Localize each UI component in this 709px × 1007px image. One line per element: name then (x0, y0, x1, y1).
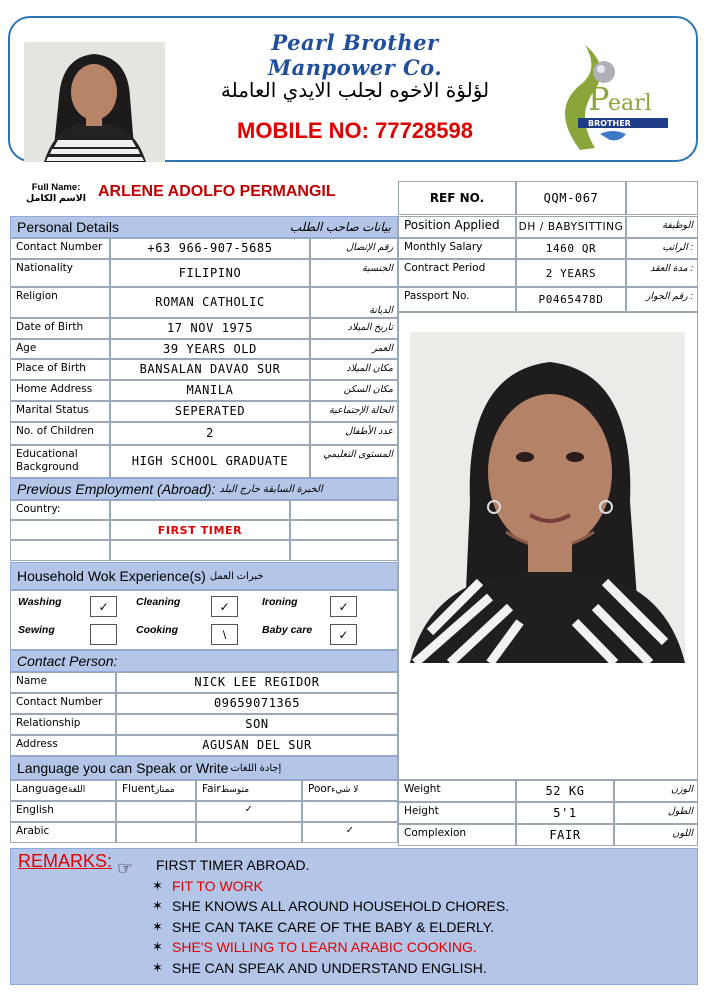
position-value: 1460 QR (516, 238, 626, 259)
language-header-en: Language (16, 783, 68, 795)
physical-arabic-label: اللون (614, 824, 698, 846)
pointing-hand-icon: ☞ (117, 858, 134, 878)
language-mark (196, 822, 302, 843)
position-arabic-label: مدة العقد : (626, 259, 698, 287)
language-name: Arabic (10, 822, 116, 843)
household-item-label: Cooking (136, 624, 178, 636)
contact-value: SON (116, 714, 398, 735)
physical-value: FAIR (516, 824, 614, 846)
personal-arabic-label: المستوى التعليمي (310, 445, 398, 478)
personal-value: FILIPINO (110, 259, 310, 287)
personal-value: BANSALAN DAVAO SUR (110, 359, 310, 380)
personal-label: Contact Number (10, 238, 110, 259)
remark-line: FIRST TIMER ABROAD. (156, 857, 310, 873)
remark-line: SHE CAN SPEAK AND UNDERSTAND ENGLISH. (172, 959, 487, 976)
remark-line: FIT TO WORK (172, 877, 264, 894)
personal-arabic-label: مكان السكن (310, 380, 398, 401)
position-value: 2 YEARS (516, 259, 626, 287)
svg-text:P: P (588, 80, 610, 118)
first-timer-value: FIRST TIMER (110, 520, 290, 540)
household-header: Household Wok Experience(s) خبرات العمل (10, 562, 398, 590)
language-column-header (196, 780, 302, 801)
company-name: Pearl Brother Manpower Co. (267, 30, 443, 80)
language-header-ar: متوسط (220, 785, 250, 795)
language-name: English (10, 801, 116, 822)
household-item-checkbox[interactable] (90, 624, 117, 645)
personal-value: SEPERATED (110, 401, 310, 422)
personal-details-header: Personal Details بيانات صاحب الطلب (10, 216, 398, 238)
remark-line: SHE CAN TAKE CARE OF THE BABY & ELDERLY. (172, 918, 495, 935)
language-header-en: Fair (202, 783, 221, 795)
physical-arabic-label: الوزن (614, 780, 698, 802)
physical-label: Weight (398, 780, 516, 802)
language-mark (116, 801, 196, 822)
personal-label: Religion (10, 287, 110, 318)
svg-text:BROTHER: BROTHER (588, 119, 631, 128)
personal-label: Home Address (10, 380, 110, 401)
household-item-label: Cleaning (136, 596, 181, 608)
country-cell-2 (290, 500, 398, 520)
ref-blank (626, 181, 698, 215)
contact-label: Address (10, 735, 116, 756)
position-arabic-label: الراتب : (626, 238, 698, 259)
position-arabic-label: الوظيفة (626, 216, 698, 238)
physical-label: Height (398, 802, 516, 824)
personal-value: 39 YEARS OLD (110, 339, 310, 359)
contact-label: Relationship (10, 714, 116, 735)
position-label: Passport No. (398, 287, 516, 312)
language-column-header (302, 780, 398, 801)
contact-label: Contact Number (10, 693, 116, 714)
household-item-label: Washing (18, 596, 62, 608)
personal-arabic-label: تاريخ الميلاد (310, 318, 398, 339)
household-item-checkbox[interactable]: \ (211, 624, 238, 645)
language-mark: ✓ (302, 822, 398, 843)
remark-line: SHE KNOWS ALL AROUND HOUSEHOLD CHORES. (172, 898, 510, 914)
personal-value: HIGH SCHOOL GRADUATE (110, 445, 310, 478)
star-bullet-icon: ✶ (152, 939, 163, 954)
contact-value: NICK LEE REGIDOR (116, 672, 398, 693)
position-value: DH / BABYSITTING (516, 216, 626, 238)
employment-cell-e (290, 540, 398, 561)
language-mark (116, 822, 196, 843)
svg-text:earl: earl (608, 91, 652, 116)
position-arabic-label: رقم الجواز : (626, 287, 698, 312)
physical-value: 52 KG (516, 780, 614, 802)
personal-value: 17 NOV 1975 (110, 318, 310, 339)
household-item-label: Baby care (262, 624, 313, 636)
employment-cell-b (290, 520, 398, 540)
mobile-number: MOBILE NO: 77728598 (237, 118, 473, 143)
personal-value: +63 966-907-5685 (110, 238, 310, 259)
personal-label: Marital Status (10, 401, 110, 422)
personal-arabic-label: عدد الأطفال (310, 422, 398, 445)
country-label: Country: (10, 500, 110, 520)
personal-label: Nationality (10, 259, 110, 287)
personal-label: Age (10, 339, 110, 359)
household-item-checkbox[interactable]: ✓ (330, 596, 357, 617)
physical-label: Complexion (398, 824, 516, 846)
full-name-value: ARLENE ADOLFO PERMANGIL (98, 183, 336, 200)
star-bullet-icon: ✶ (152, 918, 163, 934)
language-mark (302, 801, 398, 822)
remark-line: SHE'S WILLING TO LEARN ARABIC COOKING. (172, 939, 477, 955)
remarks-title: REMARKS: (18, 851, 113, 871)
household-item-label: Sewing (18, 624, 55, 636)
language-header: Language you can Speak or Write إجادة اللغات (10, 756, 398, 780)
personal-arabic-label: الديانة (310, 287, 398, 318)
ref-no-label: REF NO. (398, 181, 516, 215)
contact-value: AGUSAN DEL SUR (116, 735, 398, 756)
star-bullet-icon: ✶ (152, 898, 163, 913)
pearl-brother-logo (540, 30, 670, 160)
position-label: Monthly Salary (398, 238, 516, 259)
language-header-en: Poor (308, 783, 332, 795)
contact-label: Name (10, 672, 116, 693)
position-label: Position Applied (398, 216, 516, 238)
company-arabic-name: لؤلؤة الاخوه لجلب الايدي العاملة (220, 78, 490, 102)
employment-cell-d (110, 540, 290, 561)
position-value: P0465478D (516, 287, 626, 312)
contact-person-header: Contact Person: (10, 650, 398, 672)
personal-label: Educational Background (10, 445, 110, 478)
full-name-label: Full Name: الاسم الكامل (25, 182, 87, 204)
star-bullet-icon: ✶ (152, 959, 163, 975)
personal-value: MANILA (110, 380, 310, 401)
personal-arabic-label: رقم الإتصال (310, 238, 398, 259)
country-cell-1 (110, 500, 290, 520)
household-item-label: Ironing (262, 596, 298, 608)
household-item-checkbox[interactable]: ✓ (90, 596, 117, 617)
personal-arabic-label: العمر (310, 339, 398, 359)
header-photo (24, 42, 165, 162)
language-column-header (10, 780, 116, 801)
personal-arabic-label: الجنسية (310, 259, 398, 287)
personal-label: Place of Birth (10, 359, 110, 380)
personal-arabic-label: مكان الميلاد (310, 359, 398, 380)
language-header-en: Fluent (122, 783, 155, 795)
physical-value: 5'1 (516, 802, 614, 824)
personal-arabic-label: الحالة الإجتماعية (310, 401, 398, 422)
position-label: Contract Period (398, 259, 516, 287)
language-header-ar: لا شيء (331, 785, 359, 795)
personal-value: ROMAN CATHOLIC (110, 287, 310, 318)
language-column-header (116, 780, 196, 801)
language-header-ar: اللغة (67, 785, 86, 795)
star-bullet-icon: ✶ (152, 877, 163, 893)
previous-employment-header: Previous Employment (Abroad): الخبرة السابقة خارج البلد (10, 478, 398, 500)
personal-label: Date of Birth (10, 318, 110, 339)
applicant-photo (410, 332, 685, 663)
ref-no-value: QQM-067 (516, 181, 626, 215)
household-item-checkbox[interactable]: ✓ (330, 624, 357, 645)
language-mark: ✓ (196, 801, 302, 822)
employment-cell-c (10, 540, 110, 561)
household-item-checkbox[interactable]: ✓ (211, 596, 238, 617)
employment-cell-a (10, 520, 110, 540)
personal-label: No. of Children (10, 422, 110, 445)
personal-value: 2 (110, 422, 310, 445)
contact-value: 09659071365 (116, 693, 398, 714)
physical-arabic-label: الطول (614, 802, 698, 824)
language-header-ar: ممتاز (154, 785, 175, 795)
